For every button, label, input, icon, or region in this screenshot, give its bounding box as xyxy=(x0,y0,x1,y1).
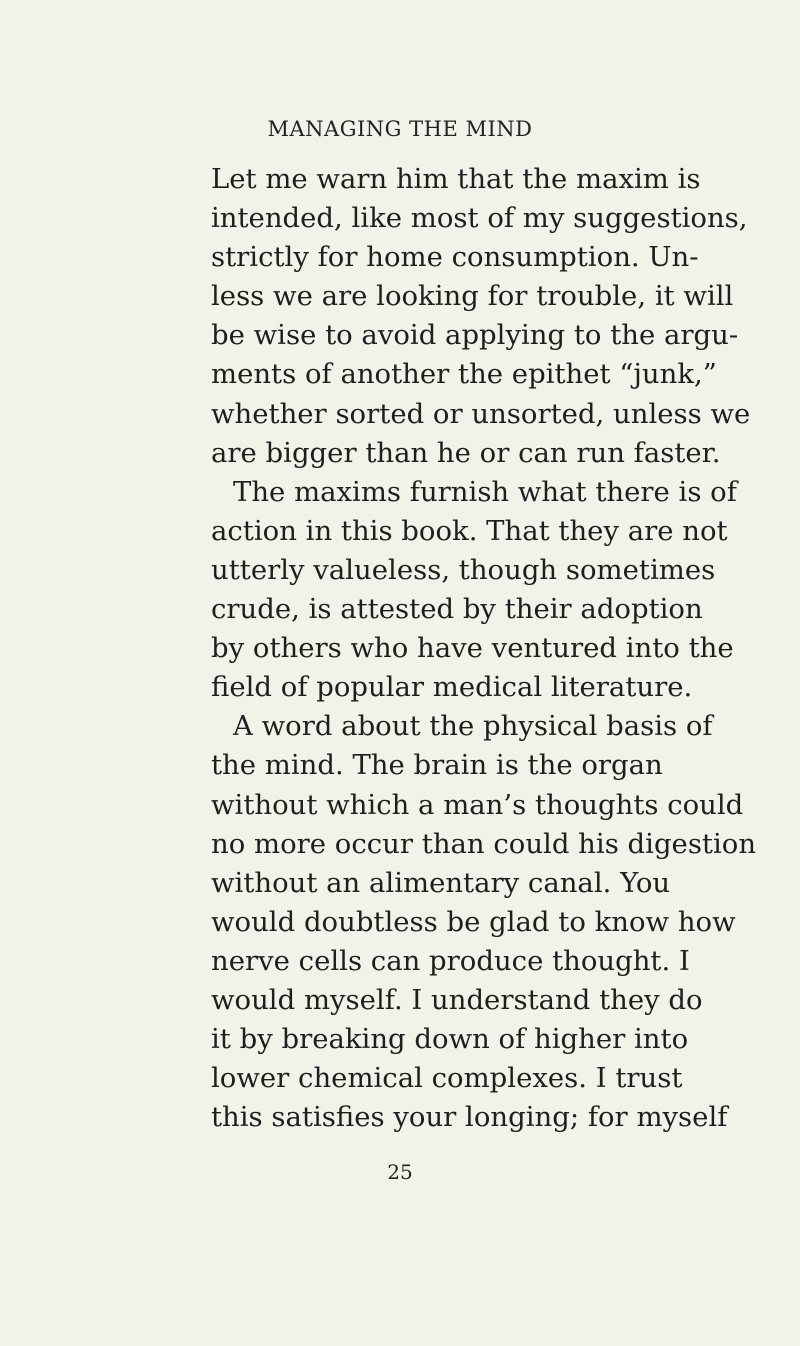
text-line: nerve cells can produce thought. I xyxy=(211,944,690,977)
text-line: the mind. The brain is the organ xyxy=(211,749,663,782)
text-line: ments of another the epithet “junk,” xyxy=(211,358,717,391)
text-line: it by breaking down of higher into xyxy=(211,1023,689,1056)
text-line: this satisfies your longing; for myself xyxy=(211,1101,728,1134)
text-line: A word about the physical basis of xyxy=(233,710,713,743)
text-line: Let me warn him that the maxim is xyxy=(211,163,701,195)
text-line: The maxims furnish what there is of xyxy=(233,475,737,508)
running-head: MANAGING THE MIND xyxy=(267,117,533,141)
body-text xyxy=(211,160,757,1137)
text-line: utterly valueless, though sometimes xyxy=(211,553,716,586)
text-line: would myself. I understand they do xyxy=(211,983,703,1016)
text-line: no more occur than could his digestion xyxy=(211,827,757,860)
text-line: be wise to avoid applying to the argu- xyxy=(211,319,739,352)
text-line: whether sorted or unsorted, unless we xyxy=(211,397,751,430)
text-line: strictly for home consumption. Un- xyxy=(211,241,699,274)
text-line: are bigger than he or can run faster. xyxy=(211,436,721,469)
text-line: without an alimentary canal. You xyxy=(211,866,671,899)
text-line: intended, like most of my suggestions, xyxy=(211,202,748,235)
text-line: without which a man’s thoughts could xyxy=(211,788,744,821)
text-line: would doubtless be glad to know how xyxy=(211,905,736,938)
text-line: field of popular medical literature. xyxy=(211,671,693,704)
text-line: by others who have ventured into the xyxy=(211,632,734,665)
page-number: 25 xyxy=(387,1160,413,1184)
text-line: crude, is attested by their adoption xyxy=(211,593,703,626)
text-line: lower chemical complexes. I trust xyxy=(211,1062,683,1095)
text-line: less we are looking for trouble, it will xyxy=(211,280,734,313)
text-line: action in this book. That they are not xyxy=(211,514,728,547)
